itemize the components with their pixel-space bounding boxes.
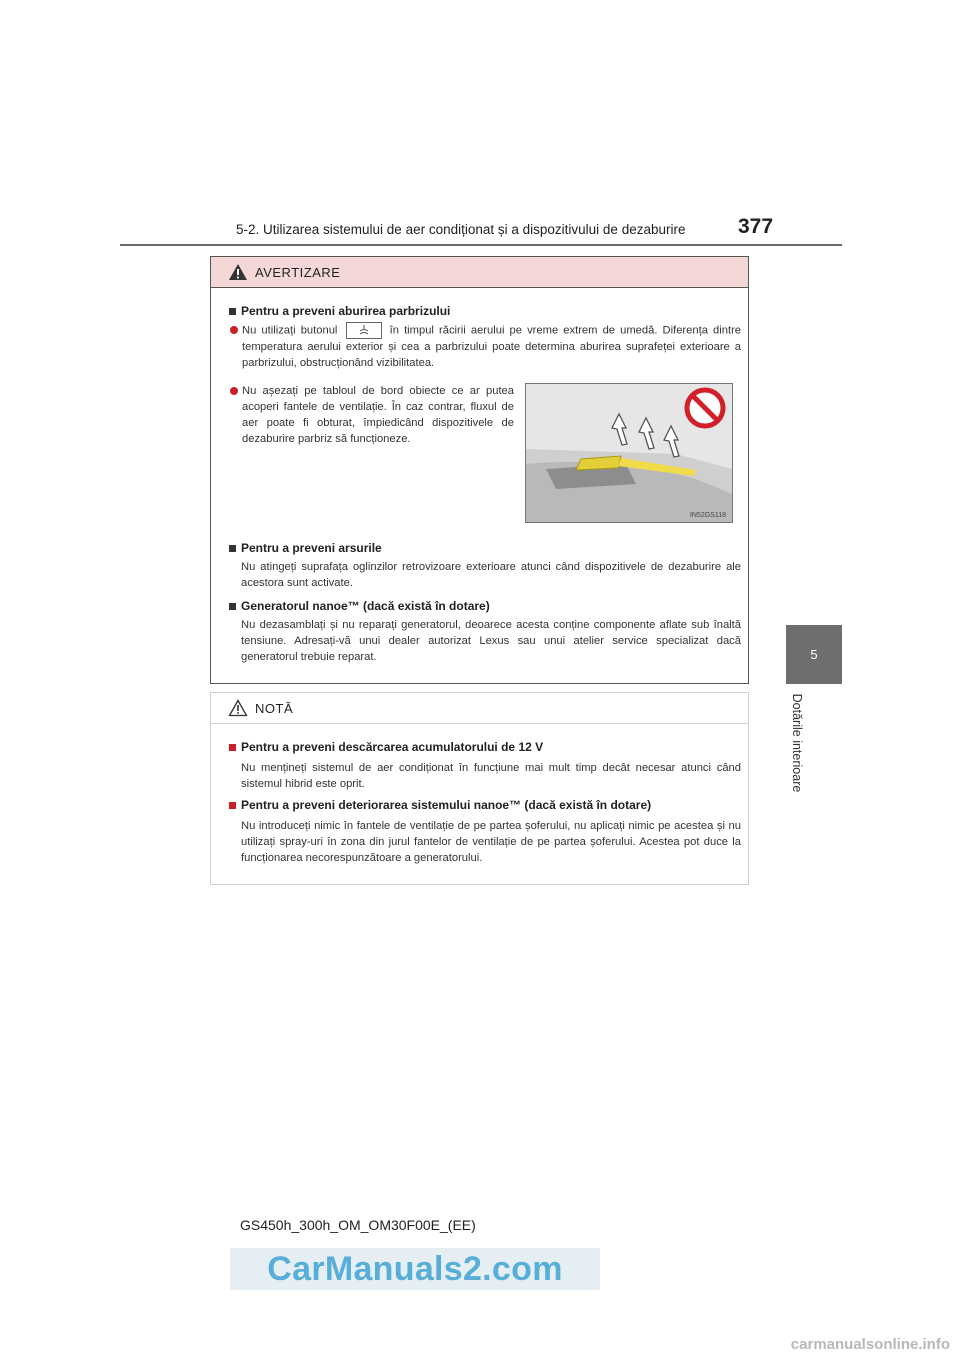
prohibited-icon [687, 390, 723, 426]
watermark-carmanualsonline: carmanualsonline.info [790, 1336, 950, 1353]
defog-button-icon [346, 322, 382, 339]
note-header [211, 693, 748, 724]
square-bullet-icon [229, 308, 236, 315]
caution-triangle-icon [228, 699, 248, 717]
chapter-number: 5 [810, 647, 818, 662]
square-bullet-icon [229, 744, 236, 751]
warning-bullet-1: Nu utilizați butonul în timpul răcirii aerului pe vreme extrem de umedă. Diferența dintre temperatura aerului exterior și cea a parbrizului poate determina aburirea suprafeței exterioare a parbrizului, obstrucționând vizibilitatea. [230, 322, 741, 371]
warning-text-nanoe: Nu dezasamblați și nu reparați generatorul, deoarece acesta conține componente aflate sub înaltă tensiune. Adresați-vă unui dealer autorizat Lexus sau unui atelier service specializat dacă generatorul trebuie reparat. [241, 619, 741, 663]
dashboard-illustration [525, 383, 733, 523]
document-code: GS450h_300h_OM_OM30F00E_(EE) [240, 1217, 476, 1233]
page-number: 377 [738, 215, 774, 238]
header-divider [120, 244, 842, 246]
dashboard-vents-image [526, 384, 732, 522]
warning-header [211, 257, 748, 288]
warning-text-burns: Nu atingeți suprafața oglinzilor retrovizoare exterioare atunci când dispozitivele de dezaburire ale acestora sunt activate. [241, 561, 741, 589]
warning-heading-burns: Pentru a preveni arsurile [229, 541, 382, 555]
note-text-nanoe: Nu introduceți nimic în fantele de ventilație de pe partea șoferului, nu aplicați nimic pe acestea și nu utilizați spray-uri în zona din jurul fantelor de ventilație de pe partea șoferului. Acestea pot duce la funcționarea necorespunzătoare a generatorului. [241, 820, 741, 864]
note-heading-nanoe: Pentru a preveni deteriorarea sistemului nanoe™ (dacă există în dotare) [229, 798, 651, 812]
warning-label: AVERTIZARE [255, 264, 341, 280]
watermark-carmanuals2: CarManuals2.com [230, 1248, 600, 1290]
warning-triangle-icon [228, 263, 248, 281]
bullet-icon [230, 326, 238, 334]
running-header: 5-2. Utilizarea sistemului de aer condiționat și a dispozitivului de dezaburire [236, 222, 686, 237]
warning-bullet-2: Nu așezați pe tabloul de bord obiecte ce ar putea acoperi fantele de ventilație. În caz contrar, fluxul de aer poate fi obturat, împiedicând dispozitivele de dezaburire parbriz să funcționeze. [230, 383, 514, 447]
warning-box [210, 256, 749, 684]
square-bullet-icon [229, 802, 236, 809]
figure-code: IN52GS118 [689, 512, 726, 519]
square-bullet-icon [229, 603, 236, 610]
note-label: NOTĂ [255, 700, 294, 716]
square-bullet-icon [229, 545, 236, 552]
note-text-battery: Nu mențineți sistemul de aer condiționat în funcțiune mai mult timp decât necesar atunci când sistemul hibrid este oprit. [241, 762, 741, 790]
bullet-icon [230, 387, 238, 395]
warning-heading-nanoe: Generatorul nanoe™ (dacă există în dotare) [229, 599, 490, 613]
note-heading-battery: Pentru a preveni descărcarea acumulatorului de 12 V [229, 740, 543, 754]
warning-heading-fog: Pentru a preveni aburirea parbrizului [229, 304, 450, 318]
note-box [210, 692, 749, 885]
chapter-name: Dotările interioare [790, 693, 804, 793]
